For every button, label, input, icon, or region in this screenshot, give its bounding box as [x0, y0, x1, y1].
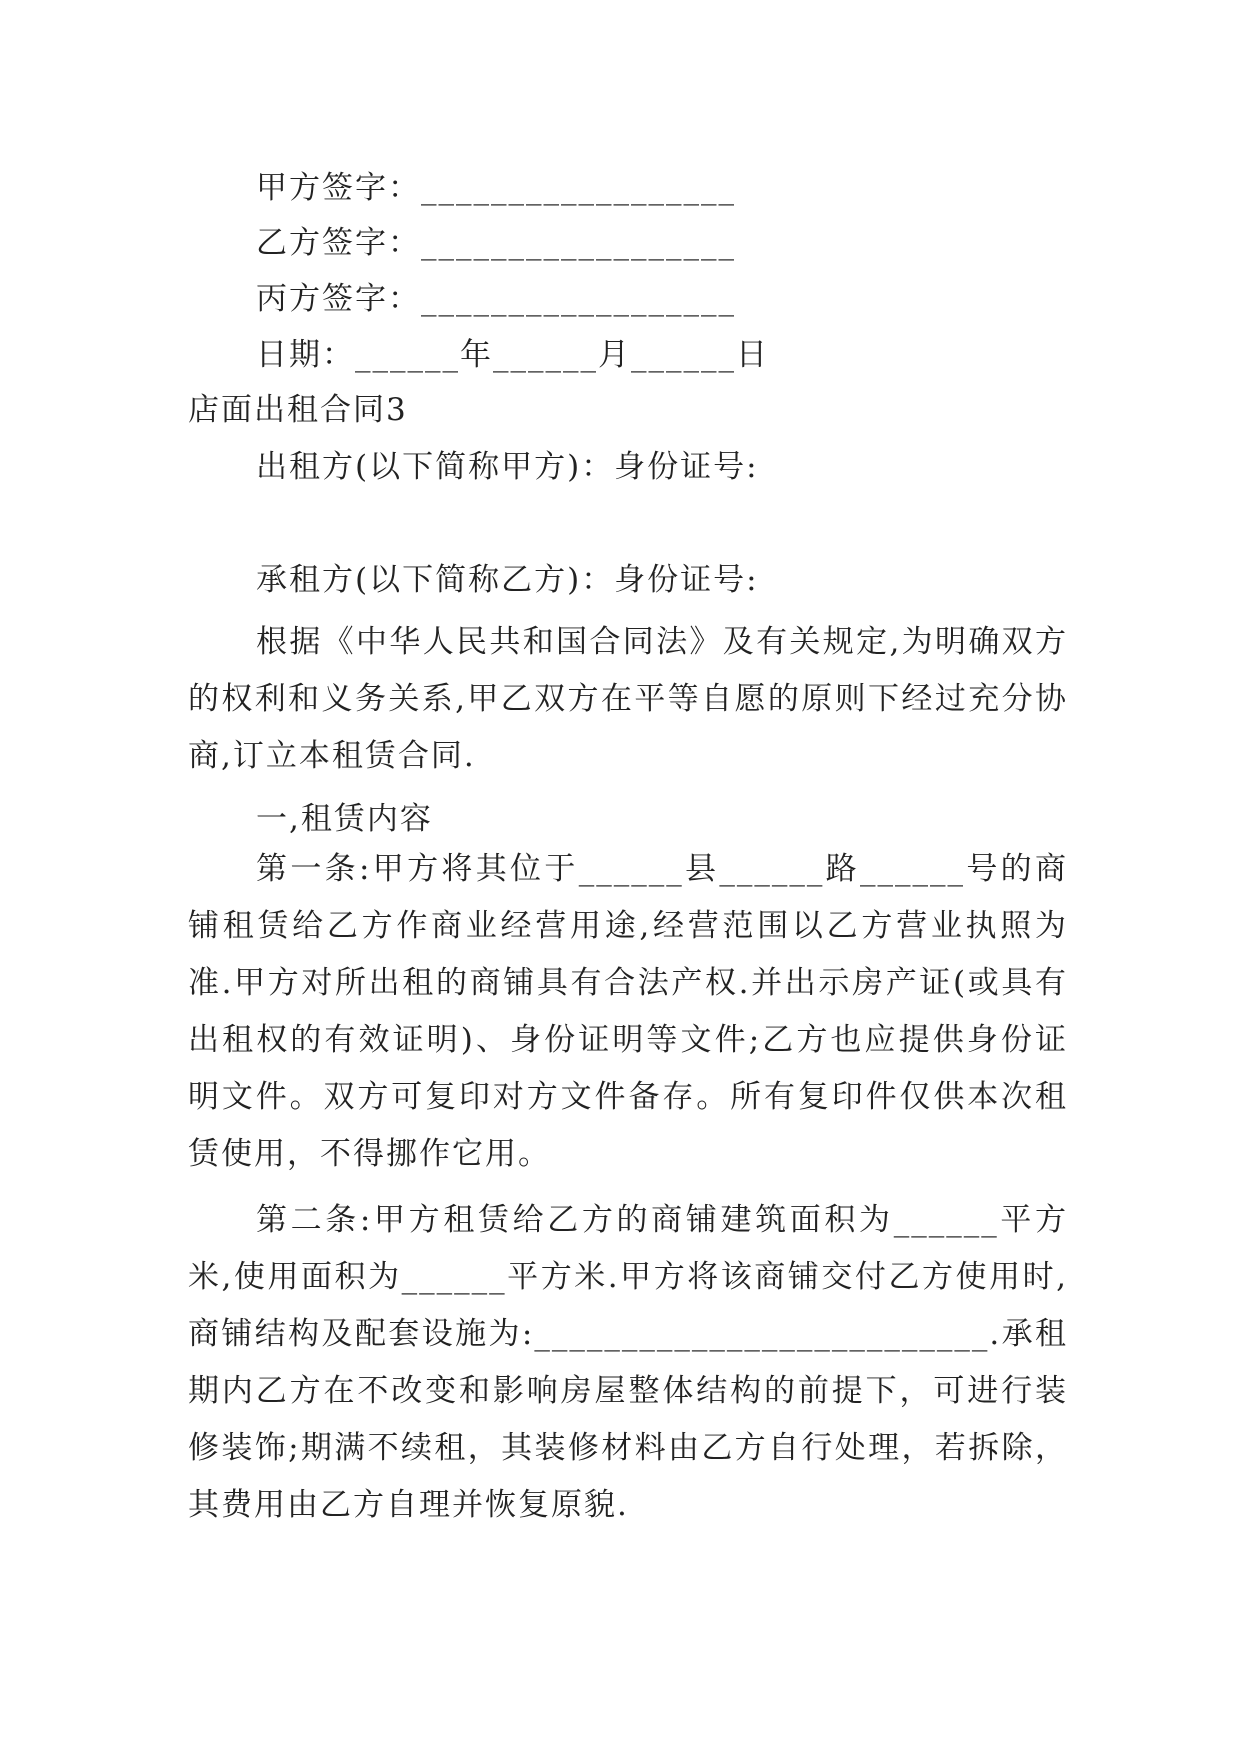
party-c-signature-line: 丙方签字：__________________ — [256, 281, 736, 317]
lessor-line: 出租方(以下简称甲方)：身份证号: — [256, 449, 759, 485]
section-heading: 一,租赁内容 — [256, 801, 433, 837]
article-1-paragraph: 第一条:甲方将其位于______县______路______号的商铺租赁给乙方作商业经营用途,经营范围以乙方营业执照为准.甲方对所出租的商铺具有合法产权.并出示房产证(或具有出租权的有效证明)、身份证明等文件;乙方也应提供身份证明文件。双方可复印对方文件备存。所有复印件仅供本次租赁使用，不得挪作它用。 — [188, 851, 1068, 1172]
contract-title: 店面出租合同3 — [188, 392, 408, 428]
party-a-signature-line: 甲方签字：__________________ — [256, 170, 736, 206]
lessee-line: 承租方(以下简称乙方)：身份证号: — [256, 562, 759, 598]
party-b-signature-line: 乙方签字：__________________ — [256, 225, 736, 261]
article-2-paragraph: 第二条:甲方租赁给乙方的商铺建筑面积为______平方米,使用面积为______平方米.甲方将该商铺交付乙方使用时,商铺结构及配套设施为:__________________________.承租期内乙方在不改变和影响房屋整体结构的前提下，可进行装修装饰;期满不续租，其装修材料由乙方自行处理，若拆除，其费用由乙方自理并恢复原貌. — [188, 1202, 1068, 1523]
intro-paragraph: 根据《中华人民共和国合同法》及有关规定,为明确双方的权利和义务关系,甲乙双方在平等自愿的原则下经过充分协商,订立本租赁合同. — [188, 624, 1068, 774]
date-line: 日期：______年______月______日 — [256, 337, 769, 373]
